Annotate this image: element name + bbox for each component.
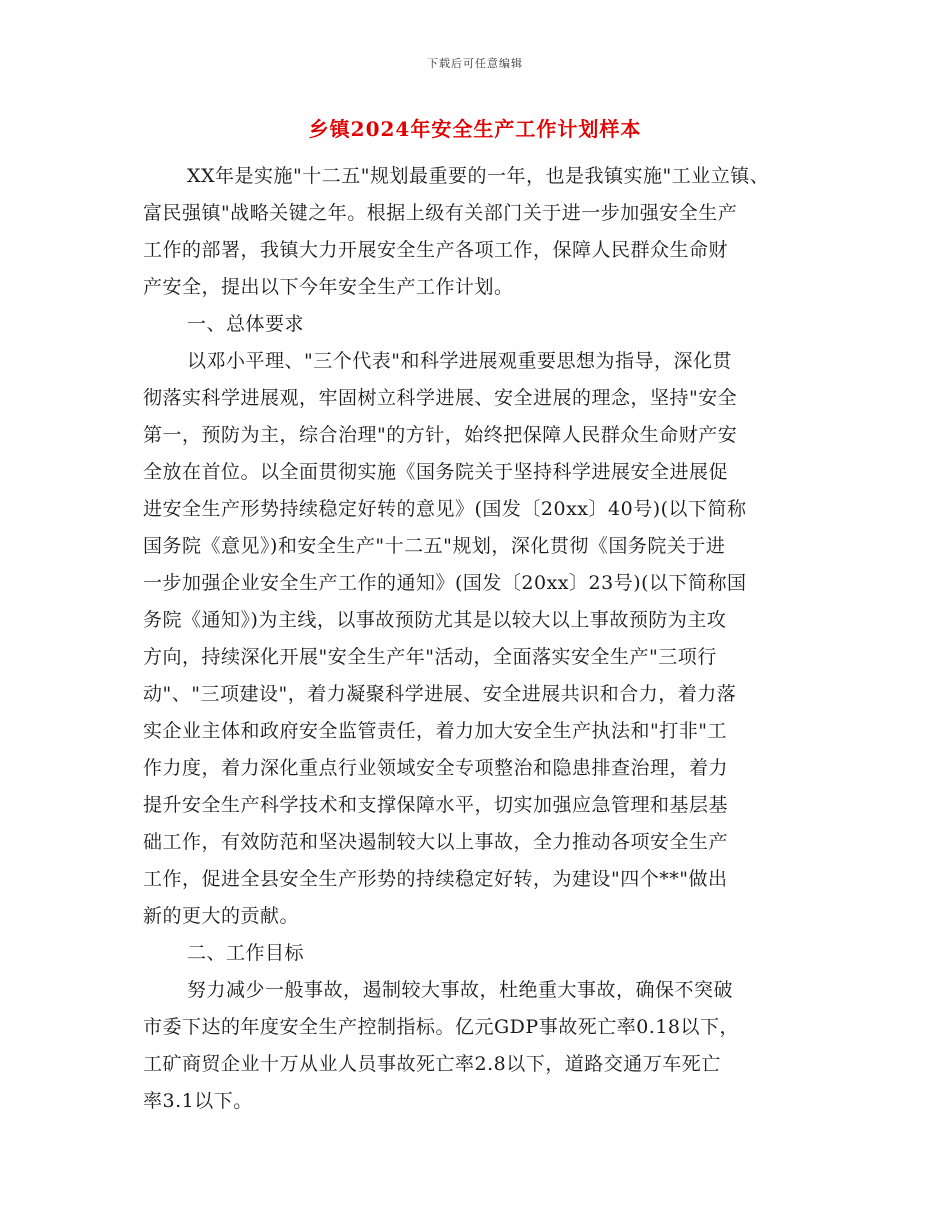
- header-note: 下载后可任意编辑: [427, 57, 523, 70]
- section-heading: 一、总体要求: [187, 313, 305, 335]
- paragraph-line: 市委下达的年度安全生产控制指标。亿元GDP事故死亡率0.18以下，: [143, 1016, 740, 1038]
- paragraph-line: 第一，预防为主，综合治理"的方针，始终把保障人民群众生命财产安: [143, 424, 738, 446]
- paragraph-line: 务院《通知》)为主线，以事故预防尤其是以较大以上事故预防为主攻: [143, 609, 727, 631]
- paragraph-line: 动"、"三项建设"，着力凝聚科学进展、安全进展共识和合力，着力落: [143, 683, 737, 705]
- paragraph-line: 以邓小平理、"三个代表"和科学进展观重要思想为指导，深化贯: [187, 350, 732, 372]
- paragraph-line: 新的更大的贡献。: [143, 905, 300, 927]
- paragraph-line: 一步加强企业安全生产工作的通知》(国发〔20xx〕23号)(以下简称国: [143, 572, 747, 594]
- paragraph-line: 方向，持续深化开展"安全生产年"活动，全面落实安全生产"三项行: [143, 646, 717, 668]
- paragraph-line: 提升安全生产科学技术和支撑保障水平，切实加强应急管理和基层基: [143, 794, 729, 816]
- paragraph-line: 工矿商贸企业十万从业人员事故死亡率2.8以下，道路交通万车死亡: [143, 1053, 721, 1075]
- paragraph-line: 产安全，提出以下今年安全生产工作计划。: [143, 276, 514, 298]
- document-body: [143, 158, 833, 1120]
- paragraph-line: 工作的部署，我镇大力开展安全生产各项工作，保障人民群众生命财: [143, 239, 729, 261]
- paragraph-line: 础工作，有效防范和坚决遏制较大以上事故，全力推动各项安全生产: [143, 831, 729, 853]
- section-heading: 二、工作目标: [187, 942, 305, 964]
- paragraph-line: 实企业主体和政府安全监管责任，着力加大安全生产执法和"打非"工: [143, 720, 727, 742]
- paragraph-line: 作力度，着力深化重点行业领域安全专项整治和隐患排查治理，着力: [143, 757, 729, 779]
- paragraph-line: XX年是实施"十二五"规划最重要的一年，也是我镇实施"工业立镇、: [187, 165, 770, 187]
- paragraph-line: 全放在首位。以全面贯彻实施《国务院关于坚持科学进展安全进展促: [143, 461, 729, 483]
- paragraph-line: 彻落实科学进展观，牢固树立科学进展、安全进展的理念，坚持"安全: [143, 387, 738, 409]
- document-title: 乡镇2024年安全生产工作计划样本: [308, 117, 642, 141]
- paragraph-line: 富民强镇"战略关键之年。根据上级有关部门关于进一步加强安全生产: [143, 202, 738, 224]
- paragraph-line: 率3.1以下。: [143, 1090, 253, 1112]
- paragraph-line: 努力减少一般事故，遏制较大事故，杜绝重大事故，确保不突破: [187, 979, 734, 1001]
- paragraph-line: 工作，促进全县安全生产形势的持续稳定好转，为建设"四个**"做出: [143, 868, 728, 890]
- paragraph-line: 国务院《意见》)和安全生产"十二五"规划，深化贯彻《国务院关于进: [143, 535, 726, 557]
- paragraph-line: 进安全生产形势持续稳定好转的意见》(国发〔20xx〕40号)(以下简称: [143, 498, 747, 520]
